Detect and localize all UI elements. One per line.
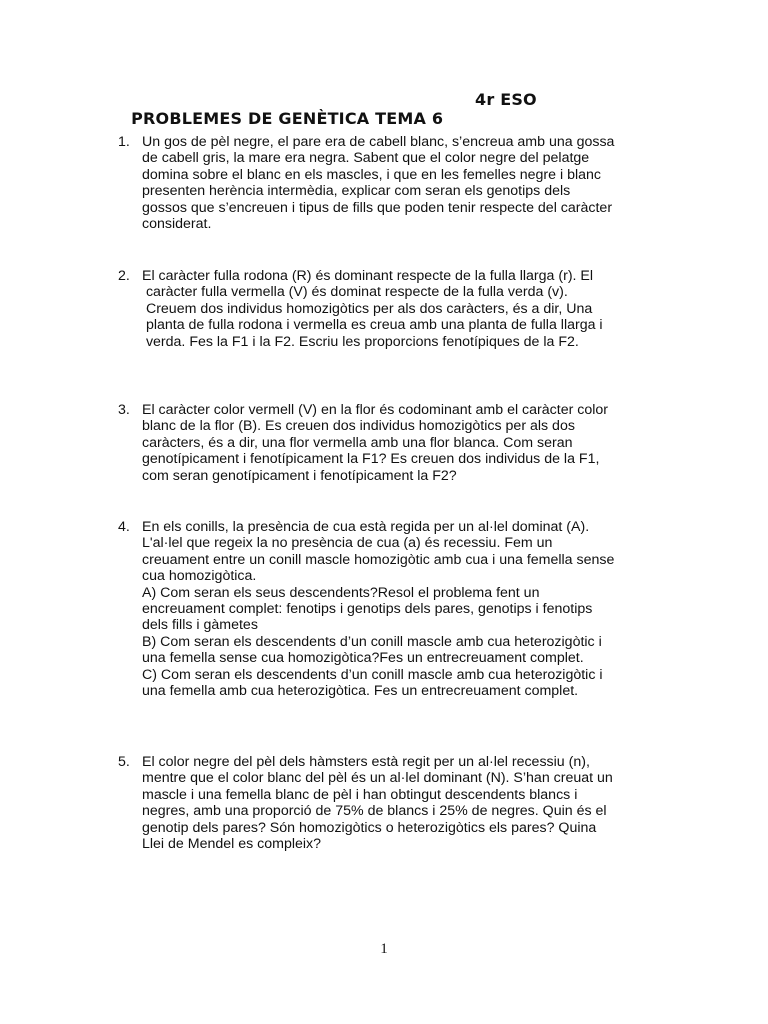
text-line: B) Com seran els descendents d’un conill mascle amb cua heterozigòtic i bbox=[142, 633, 602, 650]
text-line: A) Com seran els seus descendents?Resol el problema fent un bbox=[142, 584, 540, 601]
problem-number: 4. bbox=[118, 519, 130, 535]
text-line: gossos que s’encreuen i tipus de fills que poden tenir respecte del caràcter bbox=[142, 199, 613, 216]
text-line: Llei de Mendel es compleix? bbox=[142, 836, 322, 853]
text-line: com seran genotípicament i fenotípicament la F2? bbox=[142, 467, 457, 484]
text-line: dels fills i gàmetes bbox=[142, 617, 258, 634]
text-line: planta de fulla rodona i vermella es creua amb una planta de fulla llarga i bbox=[142, 317, 603, 334]
text-line: C) Com seran els descendents d’un conill mascle amb cua heterozigòtic i bbox=[142, 666, 603, 683]
text-line: genotip dels pares? Són homozigòtics o heterozigòtics els pares? Quina bbox=[142, 819, 597, 836]
problem-number: 3. bbox=[118, 402, 130, 418]
grade-label: 4r ESO bbox=[475, 90, 537, 109]
text-line: una femella sense cua homozigòtica?Fes un entrecreuament complet. bbox=[142, 650, 584, 667]
text-line: negres, amb una proporció de 75% de blancs i 25% de negres. Quin és el bbox=[142, 803, 607, 820]
text-line: una femella amb cua heterozigòtica. Fes un entrecreuament complet. bbox=[142, 683, 579, 700]
problem-text bbox=[142, 754, 613, 852]
problem-number: 5. bbox=[118, 754, 130, 770]
problem-1 bbox=[118, 134, 614, 232]
text-line: verda. Fes la F1 i la F2. Escriu les proporcions fenotípiques de la F2. bbox=[142, 333, 579, 350]
page-number: 1 bbox=[380, 941, 388, 957]
text-line: genotípicament i fenotípicament la F1? Es creuen dos individus de la F1, bbox=[142, 451, 600, 468]
problem-5 bbox=[118, 754, 613, 852]
text-line: Creuem dos individus homozigòtics per als dos caràcters, és a dir, Una bbox=[142, 300, 593, 317]
text-line: El caràcter color vermell (V) en la flor és codominant amb el caràcter color bbox=[142, 402, 608, 418]
text-line: presenten herència intermèdia, explicar com seran els genotips dels bbox=[142, 183, 571, 200]
text-line: considerat. bbox=[142, 216, 212, 233]
text-line: creuament entre un conill mascle homozigòtic amb cua i una femella sense bbox=[142, 551, 615, 568]
text-line: El color negre del pèl dels hàmsters està regit per un al·lel recessiu (n), bbox=[142, 754, 590, 770]
text-line: En els conills, la presència de cua està regida per un al·lel dominat (A). bbox=[142, 519, 590, 535]
text-line: encreuament complet: fenotips i genotips dels pares, genotips i fenotips bbox=[142, 601, 593, 618]
problem-text bbox=[142, 134, 614, 232]
text-line: caràcters, és a dir, una flor vermella amb una flor blanca. Com seran bbox=[142, 434, 573, 451]
text-line: blanc de la flor (B). Es creuen dos individus homozigòtics per als dos bbox=[142, 418, 575, 435]
text-line: caràcter fulla vermella (V) és dominat respecte de la fulla verda (v). bbox=[142, 284, 568, 301]
problem-text bbox=[142, 402, 608, 484]
text-line: de cabell gris, la mare era negra. Sabent que el color negre del pelatge bbox=[142, 150, 590, 167]
problem-text bbox=[142, 268, 603, 350]
problem-4 bbox=[118, 519, 614, 699]
text-line: mascle i una femella blanc de pèl i han obtingut descendents blancs i bbox=[142, 786, 578, 803]
problem-3 bbox=[118, 402, 608, 484]
problem-2 bbox=[118, 268, 603, 350]
problem-number: 2. bbox=[118, 268, 130, 284]
problem-text bbox=[142, 519, 614, 699]
text-line: mentre que el color blanc del pèl és un al·lel dominant (N). S’han creuat un bbox=[142, 770, 613, 787]
text-line: Un gos de pèl negre, el pare era de cabell blanc, s’encreua amb una gossa bbox=[142, 134, 615, 150]
text-line: L'al·lel que regeix la no presència de cua (a) és recessiu. Fem un bbox=[142, 535, 553, 552]
text-line: domina sobre el blanc en els mascles, i que en les femelles negre i blanc bbox=[142, 166, 601, 183]
text-line: cua homozigòtica. bbox=[142, 568, 257, 585]
title-text: PROBLEMES DE GENÈTICA TEMA 6 bbox=[131, 109, 444, 128]
text-line: El caràcter fulla rodona (R) és dominant respecte de la fulla llarga (r). El bbox=[142, 268, 594, 284]
problem-number: 1. bbox=[118, 134, 130, 150]
